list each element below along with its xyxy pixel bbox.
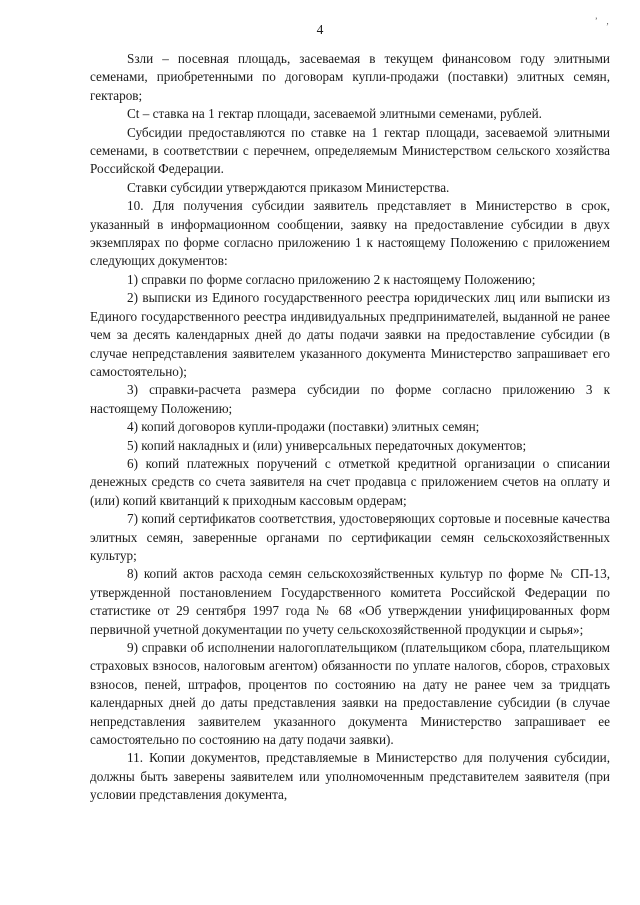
list-item-8: 8) копий актов расхода семян сельскохозяйственных культур по форме № СП-13, утвержденной постановлением Государственного комитета Российской Федерации по статистике от 29 сентября 1997 года № 68 «Об утверждении унифицированных форм первичной учетной документации по учету сельскохозяйственной продукции и сырья»; bbox=[90, 566, 610, 637]
list-item-7: 7) копий сертификатов соответствия, удостоверяющих сортовые и посевные качества элитных семян, заверенные органами по сертификации семян сельскохозяйственных культур; bbox=[90, 511, 610, 563]
list-item-4: 4) копий договоров купли-продажи (поставки) элитных семян; bbox=[127, 419, 480, 435]
paragraph-sowing-area-definition: Sзли – посевная площадь, засеваемая в текущем финансовом году элитными семенами, приобретенными по договорам купли-продажи (поставки) элитных семян, гектаров; bbox=[90, 51, 610, 103]
document-body bbox=[90, 50, 610, 805]
corner-mark: ʼ ‚ bbox=[594, 16, 612, 26]
list-item-5: 5) копий накладных и (или) универсальных передаточных документов; bbox=[127, 437, 527, 453]
paragraph-subsidy-rate: Субсидии предоставляются по ставке на 1 гектар площади, засеваемой элитными семенами, в соответствии с перечнем, определяемым Министерством сельского хозяйства Российской Федерации. bbox=[90, 124, 610, 177]
list-item-6: 6) копий платежных поручений с отметкой кредитной организации о списании денежных средств со счета заявителя на счет продавца с приложением счетов на оплату и (или) копий квитанций к приходным кассовым ордерам; bbox=[90, 455, 610, 508]
list-item-1: 1) справки по форме согласно приложению 2 к настоящему Положению; bbox=[127, 271, 536, 287]
page-number: 4 bbox=[316, 22, 324, 37]
list-item-3: 3) справки-расчета размера субсидии по форме согласно приложению 3 к настоящему Положению; bbox=[90, 382, 610, 416]
paragraph-rate-definition: Ct – ставка на 1 гектар площади, засеваемой элитными семенами, рублей. bbox=[127, 106, 542, 122]
list-item-2: 2) выписки из Единого государственного реестра юридических лиц или выписки из Единого государственного реестра индивидуальных предпринимателей, выданной не ранее чем за десять календарных дней до даты подачи заявки на предоставление субсидии (в случае непредставления заявителем указанного документа Министерство запрашивает его самостоятельно); bbox=[90, 290, 610, 379]
list-item-9: 9) справки об исполнении налогоплательщиком (плательщиком сбора, плательщиком страховых взносов, налоговым агентом) обязанности по уплате налогов, сборов, страховых взносов, пеней, штрафов, процентов по состоянию на дату не ранее чем за тридцать календарных дней до даты представления заявки на предоставление субсидии (в случае непредставления заявителем указанного документа Министерство запрашивает ее самостоятельно по состоянию на дату подачи заявки). bbox=[90, 640, 610, 748]
paragraph-clause-10: 10. Для получения субсидии заявитель представляет в Министерство в срок, указанный в информационном сообщении, заявку на предоставление субсидии в двух экземплярах по форме согласно приложению 1 к настоящему Положению с приложением следующих документов: bbox=[90, 198, 610, 269]
paragraph-clause-11: 11. Копии документов, представляемые в Министерство для получения субсидии, должны быть заверены заявителем или уполномоченным представителем заявителя (при условии представления документа, bbox=[90, 750, 610, 803]
paragraph-rates-approval: Ставки субсидии утверждаются приказом Министерства. bbox=[127, 179, 450, 195]
